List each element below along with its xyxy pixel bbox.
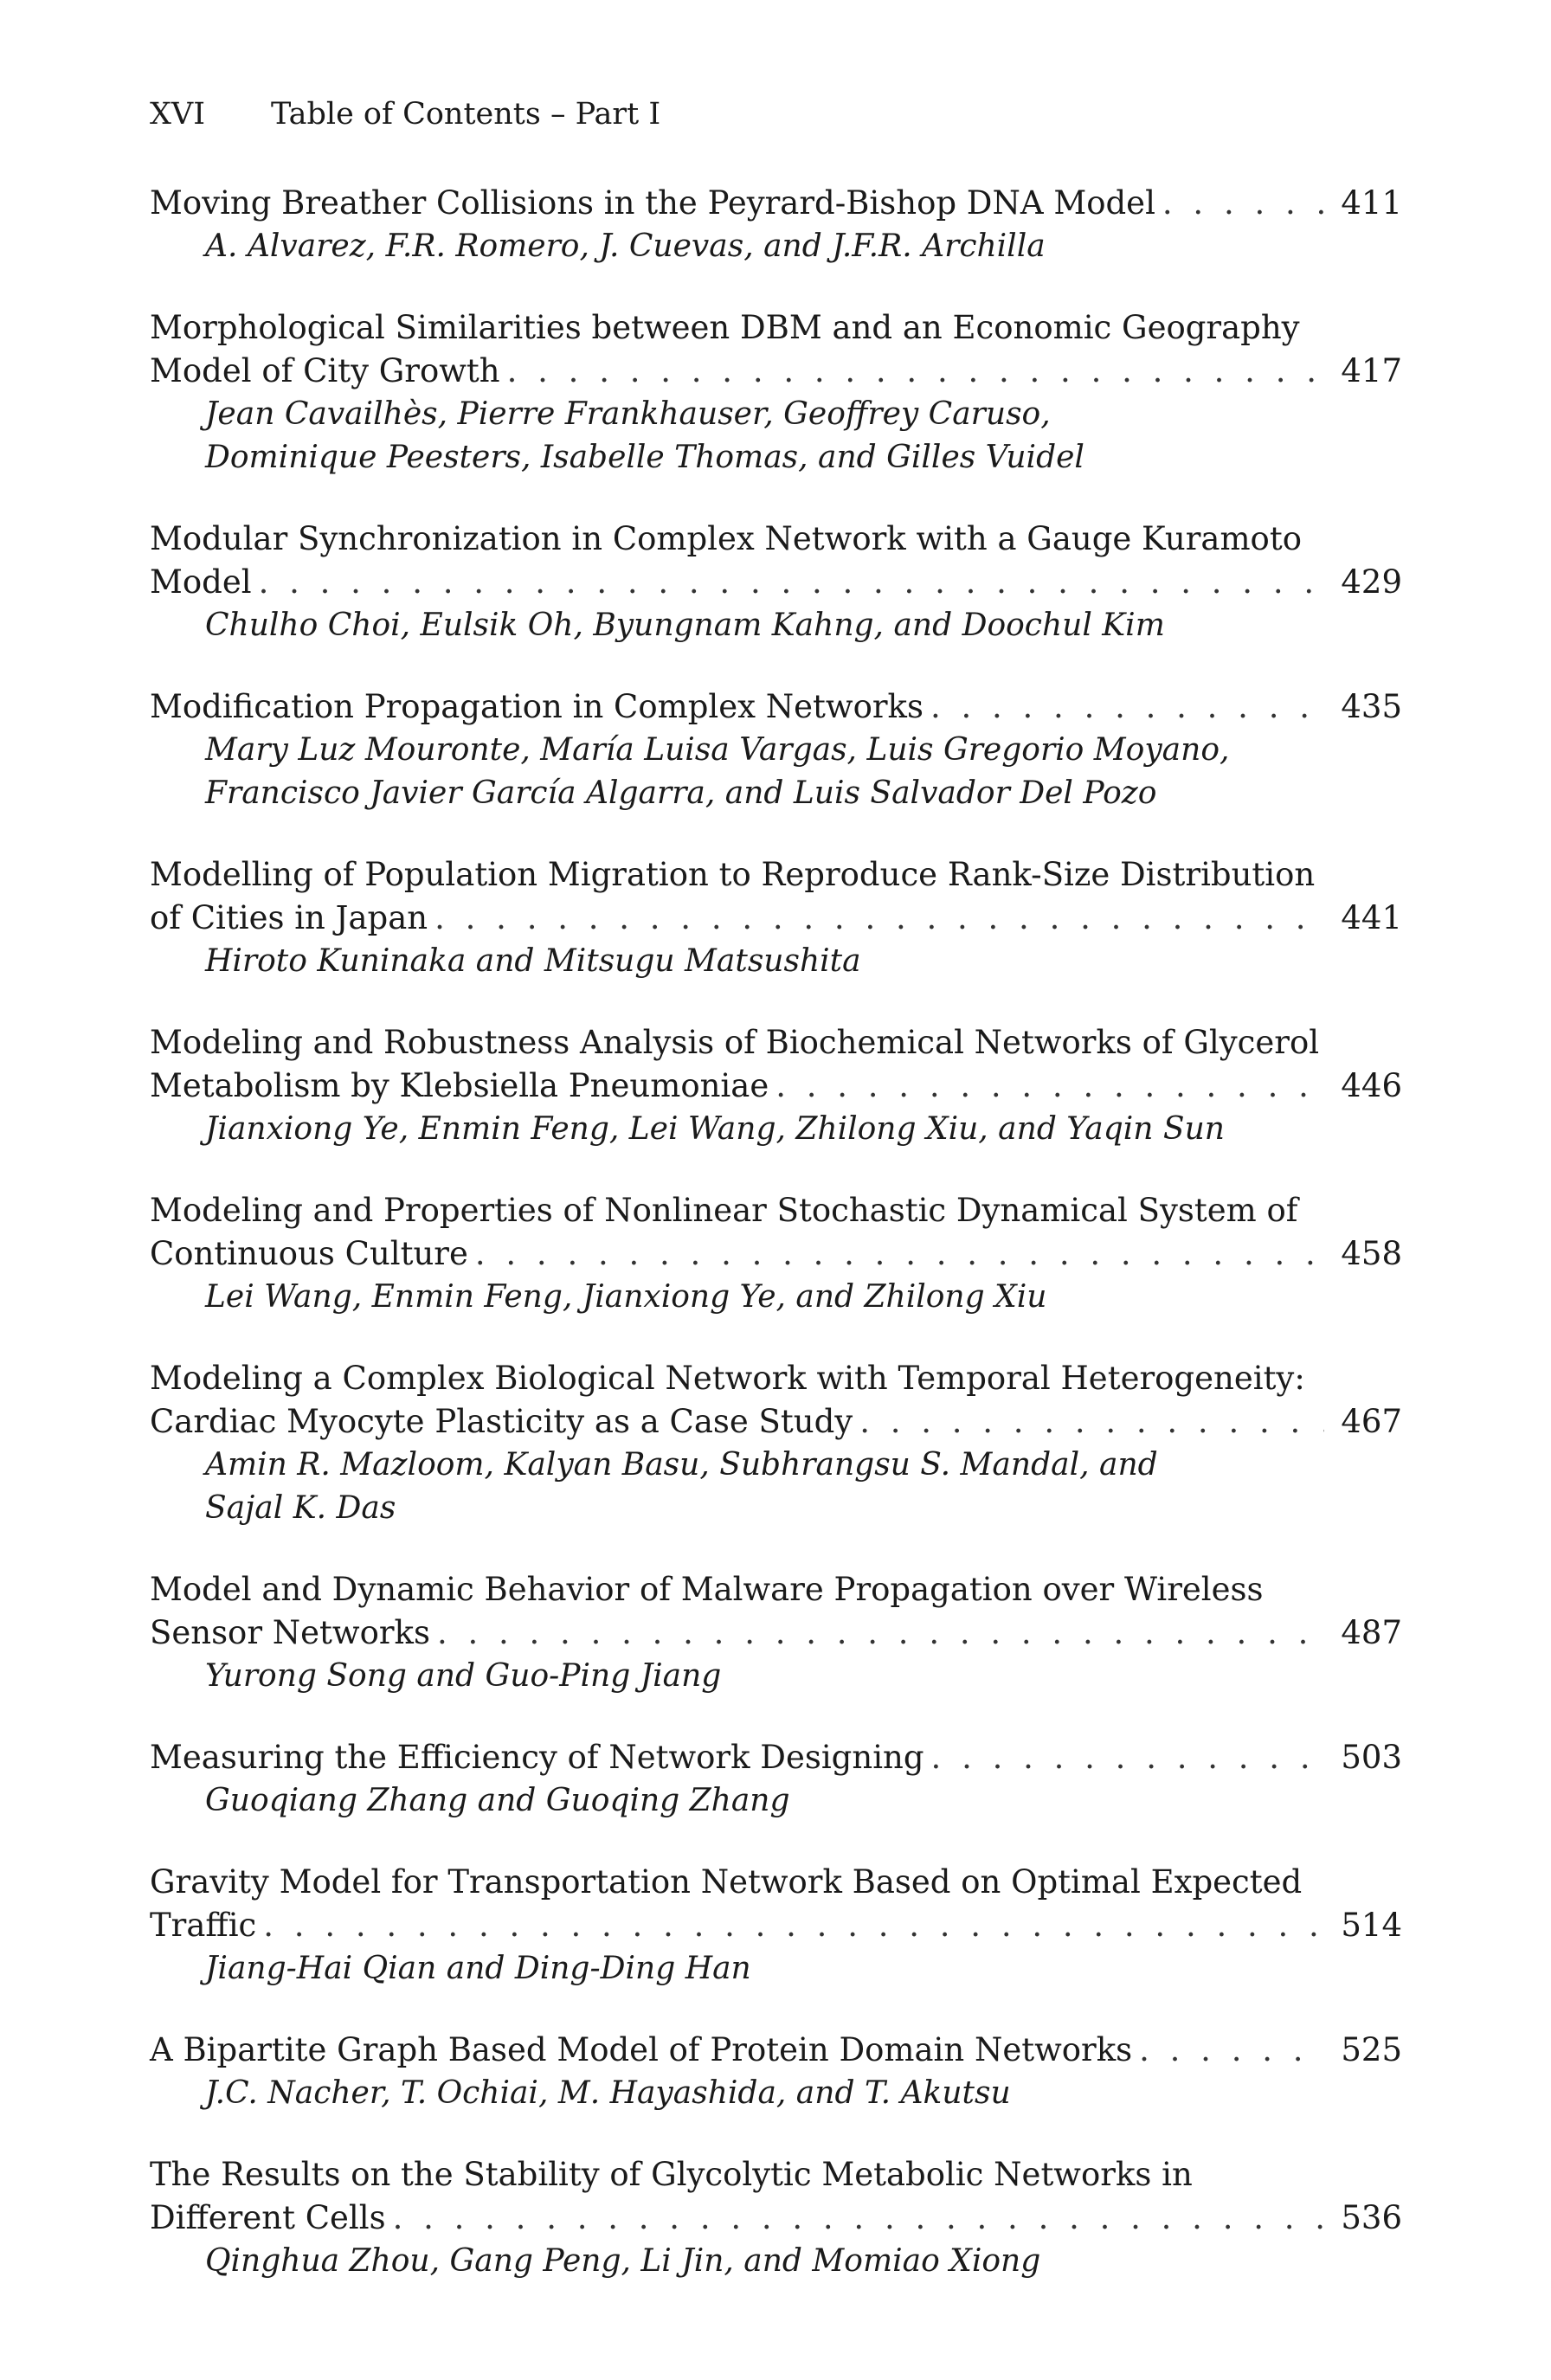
toc-entry[interactable]: [150, 1189, 1402, 1319]
entry-title: Modeling and Robustness Analysis of Biochemical Networks of Glycerol: [150, 1024, 1320, 1061]
page-number[interactable]: 435: [1341, 688, 1402, 725]
dot-leader: [507, 350, 1324, 393]
entry-title-line: [150, 518, 1402, 561]
entry-title-line: [150, 1861, 1402, 1904]
entry-authors: Lei Wang, Enmin Feng, Jianxiong Ye, and Zhilong Xiu: [205, 1279, 1047, 1315]
page-number[interactable]: 458: [1341, 1235, 1402, 1272]
dot-leader: [475, 1232, 1324, 1276]
entry-title-line: [150, 685, 1402, 729]
entry-title-line: [150, 897, 1402, 940]
entry-title: Modification Propagation in Complex Networks: [150, 688, 924, 725]
entry-title: Sensor Networks: [150, 1614, 430, 1651]
entry-title: Continuous Culture: [150, 1235, 468, 1272]
entry-title: The Results on the Stability of Glycolytic Metabolic Networks in: [150, 2156, 1193, 2193]
entry-title-line: [150, 2197, 1402, 2240]
entry-title-line: [150, 1189, 1402, 1232]
entry-title: Model of City Growth: [150, 352, 500, 389]
entry-title-line: [150, 1021, 1402, 1065]
page-number[interactable]: 446: [1341, 1067, 1402, 1104]
entry-authors: Sajal K. Das: [205, 1490, 396, 1526]
dot-leader: [1139, 2029, 1324, 2072]
entry-title: Modeling a Complex Biological Network with Temporal Heterogeneity:: [150, 1360, 1305, 1397]
page-number[interactable]: 441: [1341, 899, 1402, 936]
entry-title: Measuring the Efficiency of Network Designing: [150, 1739, 924, 1776]
entry-title: Gravity Model for Transportation Network Based on Optimal Expected: [150, 1863, 1303, 1901]
entry-title: Different Cells: [150, 2199, 386, 2236]
page-number[interactable]: 411: [1341, 184, 1402, 222]
entry-title-line: [150, 350, 1402, 393]
dot-leader: [776, 1065, 1324, 1108]
entry-title-line: [150, 1065, 1402, 1108]
entry-title: Model and Dynamic Behavior of Malware Propagation over Wireless: [150, 1571, 1264, 1608]
entry-title: Cardiac Myocyte Plasticity as a Case Study: [150, 1403, 853, 1440]
entry-authors: Hiroto Kuninaka and Mitsugu Matsushita: [205, 943, 861, 979]
page-number[interactable]: 417: [1341, 352, 1402, 389]
toc-entry[interactable]: [150, 853, 1402, 983]
entry-title: Modelling of Population Migration to Reproduce Rank-Size Distribution: [150, 856, 1316, 893]
entry-title: A Bipartite Graph Based Model of Protein Domain Networks: [150, 2031, 1133, 2068]
entry-authors: Jean Cavailhès, Pierre Frankhauser, Geoffrey Caruso,: [205, 396, 1051, 432]
toc-entry[interactable]: [150, 1736, 1402, 1823]
entry-authors: Jianxiong Ye, Enmin Feng, Lei Wang, Zhilong Xiu, and Yaqin Sun: [205, 1111, 1225, 1147]
toc-entry[interactable]: [150, 1568, 1402, 1698]
entry-title-line: [150, 2029, 1402, 2072]
dot-leader: [393, 2197, 1324, 2240]
toc-entry[interactable]: [150, 518, 1402, 647]
page-number[interactable]: 525: [1341, 2031, 1402, 2068]
toc-entry[interactable]: [150, 2153, 1402, 2283]
toc-entry[interactable]: [150, 1021, 1402, 1151]
toc-entry[interactable]: [150, 1357, 1402, 1530]
entry-title-line: [150, 2153, 1402, 2197]
toc-entry[interactable]: [150, 685, 1402, 815]
entry-title-line: [150, 1357, 1402, 1400]
entry-title: Traffic: [150, 1907, 257, 1944]
dot-leader: [930, 685, 1324, 729]
dot-leader: [263, 1904, 1324, 1947]
entry-authors: Yurong Song and Guo-Ping Jiang: [205, 1658, 722, 1694]
entry-authors: Mary Luz Mouronte, María Luisa Vargas, Luis Gregorio Moyano,: [205, 732, 1230, 768]
toc-entry[interactable]: [150, 182, 1402, 268]
entry-title-line: [150, 561, 1402, 604]
dot-leader: [437, 1611, 1324, 1655]
dot-leader: [859, 1400, 1324, 1444]
dot-leader: [931, 1736, 1324, 1779]
entry-title: Modular Synchronization in Complex Network with a Gauge Kuramoto: [150, 520, 1302, 557]
page-number[interactable]: 467: [1341, 1403, 1402, 1440]
entry-title-line: [150, 1568, 1402, 1611]
dot-leader: [259, 561, 1324, 604]
entry-authors: J.C. Nacher, T. Ochiai, M. Hayashida, and T. Akutsu: [205, 2075, 1011, 2111]
running-title: Table of Contents – Part I: [271, 97, 661, 132]
entry-authors: Dominique Peesters, Isabelle Thomas, and Gilles Vuidel: [205, 440, 1084, 475]
entry-title: Morphological Similarities between DBM and an Economic Geography: [150, 309, 1300, 346]
dot-leader: [434, 897, 1324, 940]
page-number[interactable]: 429: [1341, 563, 1402, 601]
entry-title-line: [150, 1611, 1402, 1655]
entry-title: Metabolism by Klebsiella Pneumoniae: [150, 1067, 769, 1104]
entry-title: Moving Breather Collisions in the Peyrard-Bishop DNA Model: [150, 184, 1155, 222]
entry-title-line: [150, 306, 1402, 350]
toc-entry[interactable]: [150, 306, 1402, 479]
dot-leader: [1162, 182, 1324, 225]
entry-authors: Chulho Choi, Eulsik Oh, Byungnam Kahng, and Doochul Kim: [205, 608, 1165, 643]
toc-entry[interactable]: [150, 1861, 1402, 1991]
entry-authors: Jiang-Hai Qian and Ding-Ding Han: [205, 1951, 751, 1986]
entry-title: of Cities in Japan: [150, 899, 428, 936]
entry-authors: Qinghua Zhou, Gang Peng, Li Jin, and Momiao Xiong: [205, 2243, 1041, 2279]
entry-authors: Guoqiang Zhang and Guoqing Zhang: [205, 1783, 790, 1818]
entry-title-line: [150, 182, 1402, 225]
entry-title-line: [150, 1736, 1402, 1779]
page-number[interactable]: 487: [1341, 1614, 1402, 1651]
running-header: [150, 97, 660, 132]
page-number[interactable]: 514: [1341, 1907, 1402, 1944]
entry-title-line: [150, 1232, 1402, 1276]
page-number[interactable]: 503: [1341, 1739, 1402, 1776]
entry-title: Model: [150, 563, 252, 601]
entry-title-line: [150, 1400, 1402, 1444]
page-folio: XVI: [150, 97, 206, 132]
entry-title: Modeling and Properties of Nonlinear Stochastic Dynamical System of: [150, 1192, 1298, 1229]
entry-authors: A. Alvarez, F.R. Romero, J. Cuevas, and J.F.R. Archilla: [205, 228, 1046, 264]
page-number[interactable]: 536: [1341, 2199, 1402, 2236]
entry-authors: Amin R. Mazloom, Kalyan Basu, Subhrangsu S. Mandal, and: [205, 1447, 1158, 1483]
entry-title-line: [150, 1904, 1402, 1947]
entry-authors: Francisco Javier García Algarra, and Luis Salvador Del Pozo: [205, 775, 1157, 811]
toc-entries: [150, 182, 1402, 2321]
toc-entry[interactable]: [150, 2029, 1402, 2115]
entry-title-line: [150, 853, 1402, 897]
